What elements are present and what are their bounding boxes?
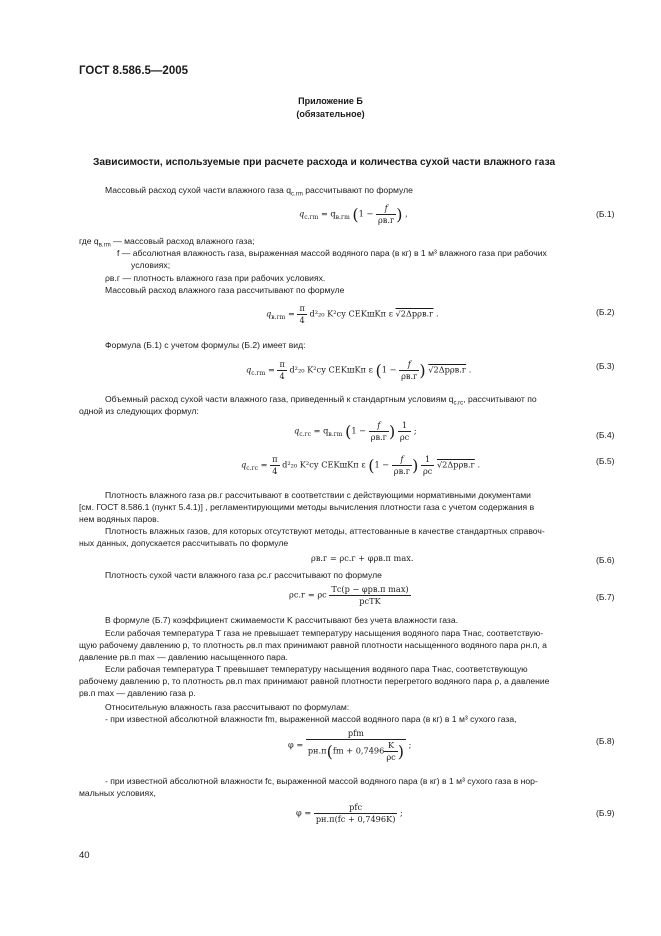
- bullet-abs-humidity-m: - при известной абсолютной влажности fm, выраженной массой водяного пара (в кг) в 1 м³ сухого газа,: [105, 714, 517, 724]
- equation-number-b1: (Б.1): [596, 209, 615, 219]
- paragraph-volume-flow-cont: одной из следующих формул:: [79, 406, 199, 416]
- where-rho: ρв.г — плотность влажного газа при рабочих условиях.: [105, 273, 326, 283]
- paragraph-combined: Формула (Б.1) с учетом формулы (Б.2) имеет вид:: [105, 340, 306, 350]
- paragraph-volume-flow: Объемный расход сухой части влажного газа, приведенный к стандартным условиям $q_{с.гс}$, рассчитывают по: [105, 394, 537, 407]
- equation-b4: $q_{с.гс} = q_{в.гm}$ (1 − $\frac{f}{\rho в.г}$ ) $\frac{1}{\rho с}$ ;: [294, 420, 417, 442]
- equation-number-b4: (Б.4): [596, 430, 615, 440]
- paragraph-mass-flow: Массовый расход сухой части влажного газа $q_{с.гm}$ рассчитывают по формуле: [105, 185, 413, 198]
- paragraph-saturation-1: Если рабочая температура T газа не превышает температуру насыщения водяного пара Tнас, соответствую-: [105, 628, 544, 638]
- equation-number-b9: (Б.9): [596, 808, 615, 818]
- equation-b8: φ = pfm pн.п(fm + 0,7496 $\frac{K}{\rho с}$ ) ;: [288, 728, 412, 762]
- where-qm: где $q_{в.гm}$ — массовый расход влажного газа;: [79, 236, 255, 249]
- equation-number-b5: (Б.5): [596, 456, 615, 466]
- paragraph-saturation-3: давление pв.п max — давлению насыщенного пара.: [79, 652, 288, 662]
- appendix-title: Приложение Б: [298, 96, 363, 106]
- paragraph-reference-1: Плотность влажных газов, для которых отсутствуют методы, аттестованные в качестве стандартных справоч-: [105, 526, 545, 536]
- where-f: f — абсолютная влажность газа, выраженная массой водяного пара (в кг) в 1 м³ влажного газа при рабочих: [117, 248, 547, 258]
- paragraph-density-1: Плотность влажного газа ρв.г рассчитывают в соответствии с действующими нормативными документами: [105, 490, 531, 500]
- paragraph-superheat-1: Если рабочая температура T превышает температуру насыщения водяного пара Tнас, соответствующую: [105, 664, 528, 674]
- document-header: ГОСТ 8.586.5—2005: [79, 65, 189, 77]
- equation-b2: $q_{в.гm}$ = $\frac{\pi}{4}$ d²₂₀ K²су CEKшKп ε √2Δpρв.г .: [266, 303, 439, 325]
- paragraph-density-3: нем водяных паров.: [79, 514, 160, 524]
- equation-b5: $q_{с.гс}$ = $\frac{\pi}{4}$ d²₂₀ K²су CEKшKп ε (1 − $\frac{f}{\rho в.г}$ ) $\frac{1}{\rho с}$ √2Δpρв.г .: [241, 454, 481, 476]
- equation-b7: ρс.г = ρс $\frac{\text{Tс(p − φpв.п max)}}{\text{pсTK}}$: [289, 584, 409, 606]
- paragraph-saturation-2: щую рабочему давлению p, то плотность ρв.п max принимают равной плотности насыщенного водяного пара ρн.п, а: [79, 640, 547, 650]
- where-f-cont: условиях;: [131, 260, 171, 270]
- equation-number-b3: (Б.3): [596, 361, 615, 371]
- bullet-abs-humidity-c-2: мальных условиях,: [79, 788, 156, 798]
- page-number: 40: [79, 850, 90, 861]
- paragraph-dry-density: Плотность сухой части влажного газа ρс.г рассчитывают по формуле: [105, 570, 382, 580]
- paragraph-density-2: [см. ГОСТ 8.586.1 (пункт 5.4.1)] , регламентирующими методы вычисления плотности газа с учетом содержания в: [79, 502, 535, 512]
- equation-b6: ρв.г = ρс.г + φρв.п max.: [311, 553, 414, 563]
- equation-b9: φ = $\frac{\text{pfс}}{pн.п(fс + 0,7496K)}$ ;: [296, 802, 403, 824]
- paragraph-superheat-2: рабочему давлению p, то плотность ρв.п max принимают равной плотности перегретого водяного пара ρ, а давление: [79, 676, 550, 686]
- paragraph-relative-humidity: Относительную влажность газа рассчитывают по формулам:: [105, 702, 350, 712]
- equation-number-b2: (Б.2): [596, 307, 615, 317]
- equation-number-b7: (Б.7): [596, 592, 615, 602]
- paragraph-reference-2: ных данных, допускается рассчитывать по формуле: [79, 538, 289, 548]
- equation-number-b8: (Б.8): [596, 736, 615, 746]
- equation-b3: $q_{с.гm}$ = $\frac{\pi}{4}$ d²₂₀ K²су CEKшKп ε (1 − $\frac{f}{\rho в.г}$ ) √2Δpρв.г .: [246, 359, 472, 381]
- equation-number-b6: (Б.6): [596, 555, 615, 565]
- section-title: Зависимости, используемые при расчете расхода и количества сухой части влажного газа: [93, 157, 556, 168]
- paragraph-superheat-3: pв.п max — давлению газа p.: [79, 688, 196, 698]
- bullet-abs-humidity-c-1: - при известной абсолютной влажности fс, выраженной массой водяного пара (в кг) в 1 м³ сухого газа в нор-: [105, 776, 538, 786]
- paragraph-compressibility: В формуле (Б.7) коэффициент сжимаемости K рассчитывают без учета влажности газа.: [105, 615, 459, 625]
- equation-b1: $q_{с.гm} = q_{в.гm}$ (1 − $\frac{f}{\rho в.г}$ ) ,: [299, 203, 408, 225]
- appendix-status: (обязательное): [296, 109, 365, 119]
- paragraph-wet-mass-flow: Массовый расход влажного газа рассчитывают по формуле: [105, 285, 345, 295]
